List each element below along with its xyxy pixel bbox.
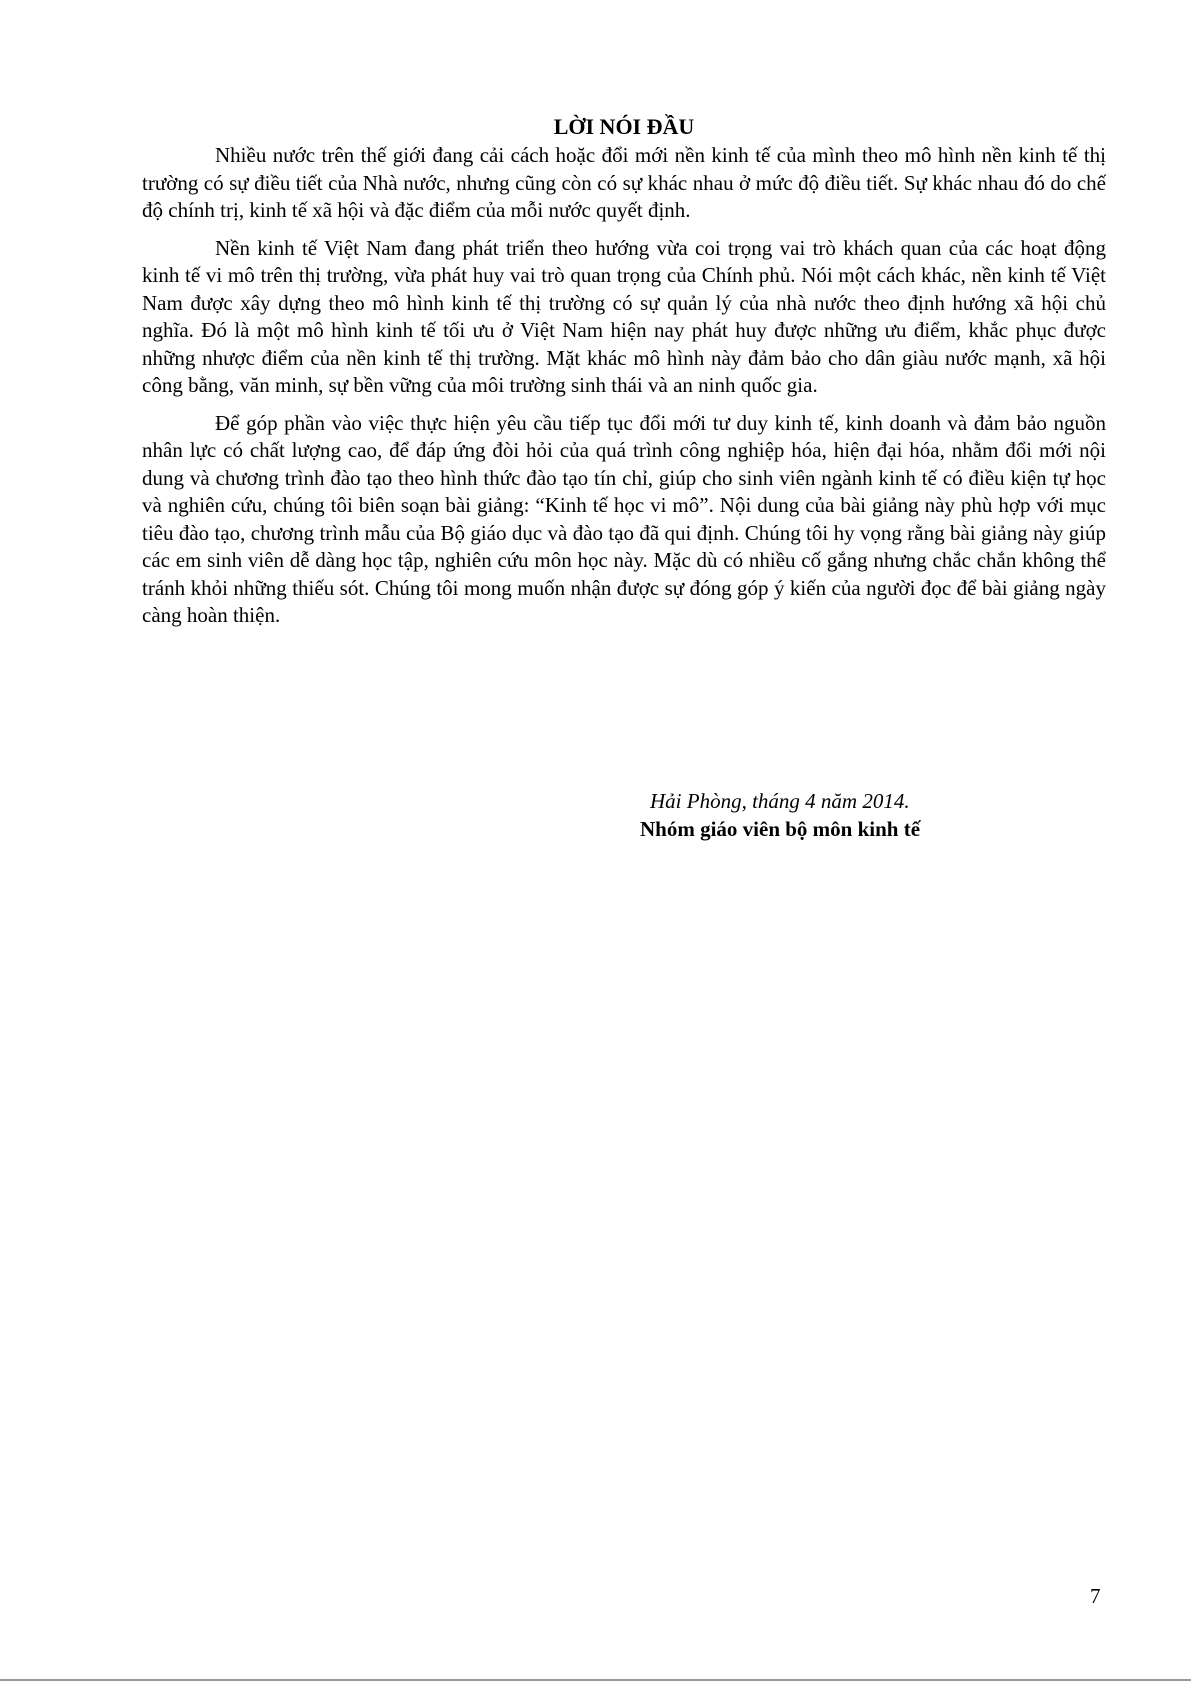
signature-place-date: Hải Phòng, tháng 4 năm 2014. (650, 789, 910, 813)
document-body (142, 112, 1106, 630)
paragraph-1: Nhiều nước trên thế giới đang cải cách hoặc đổi mới nền kinh tế của mình theo mô hình nền kinh tế thị trường có sự điều tiết của Nhà nước, nhưng cũng còn có sự khác nhau ở mức độ điều tiết. Sự khác nhau đó do chế độ chính trị, kinh tế xã hội và đặc điểm của mỗi nước quyết định. (142, 143, 1106, 222)
paragraph-2: Nền kinh tế Việt Nam đang phát triển theo hướng vừa coi trọng vai trò khách quan của các hoạt động kinh tế vi mô trên thị trường, vừa phát huy vai trò quan trọng của Chính phủ. Nói một cách khác, nền kinh tế Việt Nam được xây dựng theo mô hình kinh tế thị trường có sự quản lý của nhà nước theo định hướng xã hội chủ nghĩa. Đó là một mô hình kinh tế tối ưu ở Việt Nam hiện nay phát huy được những ưu điểm, khắc phục được những nhược điểm của nền kinh tế thị trường. Mặt khác mô hình này đảm bảo cho dân giàu nước mạnh, xã hội công bằng, văn minh, sự bền vững của môi trường sinh thái và an ninh quốc gia. (142, 235, 1106, 397)
signature-block (640, 787, 920, 843)
bottom-divider (0, 1679, 1191, 1681)
signature-author: Nhóm giáo viên bộ môn kinh tế (640, 817, 921, 841)
paragraph-3: Để góp phần vào việc thực hiện yêu cầu tiếp tục đổi mới tư duy kinh tế, kinh doanh và đảm bảo nguồn nhân lực có chất lượng cao, để đáp ứng đòi hỏi của quá trình công nghiệp hóa, hiện đại hóa, nhằm đổi mới nội dung và chương trình đào tạo theo hình thức đào tạo tín chỉ, giúp cho sinh viên ngành kinh tế có điều kiện tự học và nghiên cứu, chúng tôi biên soạn bài giảng: “Kinh tế học vi mô”. Nội dung của bài giảng này phù hợp với mục tiêu đào tạo, chương trình mẫu của Bộ giáo dục và đào tạo đã qui định. Chúng tôi hy vọng rằng bài giảng này giúp các em sinh viên dễ dàng học tập, nghiên cứu môn học này. Mặc dù có nhiều cố gắng nhưng chắc chắn không thể tránh khỏi những thiếu sót. Chúng tôi mong muốn nhận được sự đóng góp ý kiến của người đọc để bài giảng ngày càng hoàn thiện. (142, 410, 1106, 627)
page-title: LỜI NÓI ĐẦU (553, 114, 695, 139)
page-number: 7 (1090, 1584, 1101, 1608)
